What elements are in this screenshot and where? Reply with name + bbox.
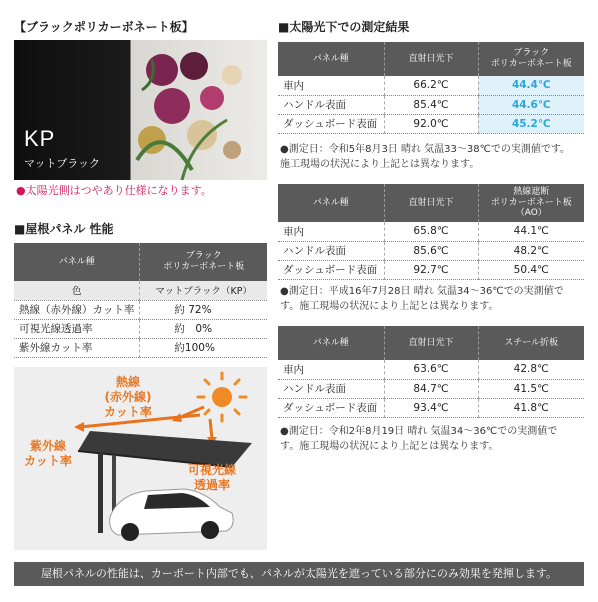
performance-section-title: ■屋根パネル 性能 <box>14 222 114 236</box>
table-row <box>278 222 584 241</box>
perf-row-value: 約100% <box>140 338 267 357</box>
meas-header-panel: パネル種 <box>278 42 384 76</box>
table-row <box>278 76 584 95</box>
direct-sun-value: 84.7℃ <box>384 379 478 398</box>
panel-value: 44.1℃ <box>478 222 584 241</box>
table-row <box>278 360 584 379</box>
meas-header-direct: 直射日光下 <box>384 326 478 360</box>
measurement-note: ●測定日：令和2年8月19日 晴れ 気温34〜36℃での実測値です。施工現場の状況により上記とは異なります。 <box>280 426 558 452</box>
row-label: ダッシュボード表面 <box>278 114 384 133</box>
row-label: ハンドル表面 <box>278 95 384 114</box>
measurement-note: ●測定日：平成16年7月28日 晴れ 気温34〜36℃での実測値です。施工現場の状況により上記とは異なります。 <box>280 286 564 312</box>
row-label: ダッシュボード表面 <box>278 260 384 279</box>
flower-arrangement-image <box>132 40 267 180</box>
perf-color-label: 色 <box>14 281 140 300</box>
perf-header-panel: パネル種 <box>14 243 140 281</box>
perf-color-value: マットブラック（KP） <box>140 281 267 300</box>
visible-light-label: 可視光線 透過率 <box>188 463 237 492</box>
meas-header-panel: パネル種 <box>278 184 384 222</box>
direct-sun-value: 63.6℃ <box>384 360 478 379</box>
measurement-table-ao <box>278 184 584 280</box>
table-row <box>278 260 584 279</box>
direct-sun-value: 85.4℃ <box>384 95 478 114</box>
row-label: 車内 <box>278 76 384 95</box>
perf-row-label: 紫外線カット率 <box>14 338 140 357</box>
direct-sun-value: 92.0℃ <box>384 114 478 133</box>
panel-value: 41.5℃ <box>478 379 584 398</box>
sun-icon <box>198 373 246 421</box>
car-image <box>110 489 233 541</box>
panel-value: 44.4℃ <box>478 76 584 95</box>
table-row <box>278 114 584 133</box>
product-code: KP <box>24 126 56 151</box>
meas-header-product: 熱線遮断 ポリカーボネート板 （AO） <box>478 184 584 222</box>
row-label: ダッシュボード表面 <box>278 398 384 417</box>
table-row <box>278 398 584 417</box>
uv-cut-label: 紫外線 カット率 <box>24 439 72 468</box>
performance-table <box>14 243 267 358</box>
meas-header-panel: パネル種 <box>278 326 384 360</box>
infrared-cut-label: 熱線 (赤外線) カット率 <box>104 375 152 419</box>
panel-value: 41.8℃ <box>478 398 584 417</box>
row-label: ハンドル表面 <box>278 379 384 398</box>
direct-sun-value: 85.6℃ <box>384 241 478 260</box>
perf-row-value: 約 72% <box>140 300 267 319</box>
table-row <box>278 95 584 114</box>
direct-sun-value: 93.4℃ <box>384 398 478 417</box>
table-row <box>14 300 267 319</box>
table-row <box>278 241 584 260</box>
footer-notice: 屋根パネルの性能は、カーポート内部でも、パネルが太陽光を遮っている部分にのみ効果を発揮します。 <box>14 562 584 586</box>
product-color-name: マットブラック <box>24 157 101 170</box>
direct-sun-value: 92.7℃ <box>384 260 478 279</box>
panel-value: 48.2℃ <box>478 241 584 260</box>
meas-header-direct: 直射日光下 <box>384 184 478 222</box>
panel-value: 50.4℃ <box>478 260 584 279</box>
product-section-title: 【ブラックポリカーボネート板】 <box>14 20 194 34</box>
perf-row-label: 熱線（赤外線）カット率 <box>14 300 140 319</box>
panel-value: 45.2℃ <box>478 114 584 133</box>
meas-header-product: ブラック ポリカーボネート板 <box>478 42 584 76</box>
product-image <box>14 40 267 180</box>
carport-illustration <box>14 367 267 550</box>
perf-header-product: ブラック ポリカーボネート板 <box>140 243 267 281</box>
measurement-table-steel <box>278 326 584 418</box>
meas-header-direct: 直射日光下 <box>384 42 478 76</box>
row-label: ハンドル表面 <box>278 241 384 260</box>
panel-value: 44.6℃ <box>478 95 584 114</box>
measurement-table-black <box>278 42 584 134</box>
row-label: 車内 <box>278 360 384 379</box>
measurement-note: ●測定日：令和5年8月3日 晴れ 気温33〜38℃での実測値です。施工現場の状況により上記とは異なります。 <box>280 144 571 170</box>
measurement-section-title: ■太陽光下での測定結果 <box>278 20 410 34</box>
perf-row-value: 約 0% <box>140 319 267 338</box>
direct-sun-value: 66.2℃ <box>384 76 478 95</box>
glossy-side-note: ●太陽光側はつやあり仕様になります。 <box>16 184 212 197</box>
table-row <box>278 379 584 398</box>
row-label: 車内 <box>278 222 384 241</box>
perf-row-label: 可視光線透過率 <box>14 319 140 338</box>
meas-header-product: スチール折板 <box>478 326 584 360</box>
table-row <box>14 319 267 338</box>
table-row <box>14 338 267 357</box>
panel-value: 42.8℃ <box>478 360 584 379</box>
direct-sun-value: 65.8℃ <box>384 222 478 241</box>
